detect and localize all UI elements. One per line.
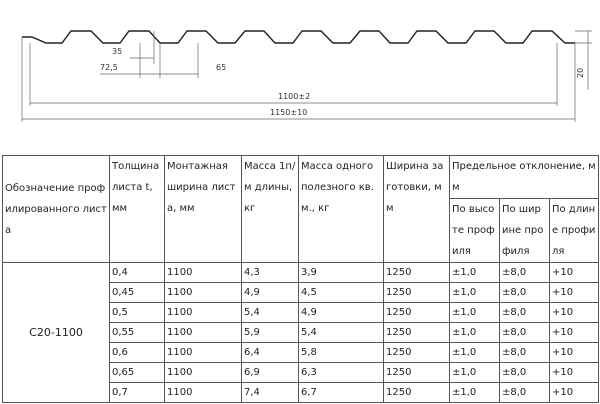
table-row bbox=[3, 263, 599, 283]
cell-thickness: 0,7 bbox=[110, 383, 165, 403]
cell-mass-linear: 5,9 bbox=[242, 323, 299, 343]
cell-mount-width: 1100 bbox=[165, 383, 242, 403]
cell-mass-area: 6,7 bbox=[299, 383, 384, 403]
cell-mass-area: 4,5 bbox=[299, 283, 384, 303]
profile-outline bbox=[22, 31, 575, 43]
cell-tol-width: ±8,0 bbox=[500, 383, 550, 403]
cell-mass-area: 5,4 bbox=[299, 323, 384, 343]
cell-thickness: 0,5 bbox=[110, 303, 165, 323]
dim-20-label: 20 bbox=[576, 67, 585, 78]
cell-tol-height: ±1,0 bbox=[450, 303, 500, 323]
cell-blank-width: 1250 bbox=[384, 343, 450, 363]
cell-mass-linear: 6,4 bbox=[242, 343, 299, 363]
cell-thickness: 0,6 bbox=[110, 343, 165, 363]
cell-blank-width: 1250 bbox=[384, 323, 450, 343]
dim-65-label: 65 bbox=[216, 63, 227, 72]
header-mount-width: Монтажная ширина листа, мм bbox=[165, 156, 242, 263]
dim-35-label: 35 bbox=[112, 47, 123, 56]
dim-72-5-label: 72,5 bbox=[100, 63, 118, 72]
cell-mass-linear: 5,4 bbox=[242, 303, 299, 323]
header-tol-height: По высоте профиля bbox=[450, 199, 500, 263]
cell-mass-area: 3,9 bbox=[299, 263, 384, 283]
profile-drawing bbox=[0, 0, 600, 150]
cell-blank-width: 1250 bbox=[384, 283, 450, 303]
cell-blank-width: 1250 bbox=[384, 263, 450, 283]
cell-mass-area: 5,8 bbox=[299, 343, 384, 363]
cell-tol-length: +10 bbox=[550, 383, 599, 403]
header-tol-width: По ширине профиля bbox=[500, 199, 550, 263]
header-mass-area: Масса одного полезного кв.м., кг bbox=[299, 156, 384, 263]
dimension-lines bbox=[22, 31, 588, 119]
cell-mass-linear: 4,9 bbox=[242, 283, 299, 303]
cell-mass-linear: 7,4 bbox=[242, 383, 299, 403]
cell-tol-height: ±1,0 bbox=[450, 383, 500, 403]
cell-tol-length: +10 bbox=[550, 263, 599, 283]
cell-mount-width: 1100 bbox=[165, 343, 242, 363]
cell-tol-height: ±1,0 bbox=[450, 343, 500, 363]
cell-blank-width: 1250 bbox=[384, 383, 450, 403]
header-blank-width: Ширина заготовки, мм bbox=[384, 156, 450, 263]
cell-tol-length: +10 bbox=[550, 343, 599, 363]
spec-table bbox=[2, 155, 599, 403]
header-thickness: Толщина листа t, мм bbox=[110, 156, 165, 263]
cell-blank-width: 1250 bbox=[384, 363, 450, 383]
cell-tol-length: +10 bbox=[550, 303, 599, 323]
header-mass-linear: Масса 1п/м длины, кг bbox=[242, 156, 299, 263]
cell-mount-width: 1100 bbox=[165, 323, 242, 343]
cell-mass-linear: 4,3 bbox=[242, 263, 299, 283]
cell-tol-width: ±8,0 bbox=[500, 303, 550, 323]
cell-tol-width: ±8,0 bbox=[500, 263, 550, 283]
cell-blank-width: 1250 bbox=[384, 303, 450, 323]
cell-tol-width: ±8,0 bbox=[500, 283, 550, 303]
cell-tol-length: +10 bbox=[550, 283, 599, 303]
cell-mount-width: 1100 bbox=[165, 303, 242, 323]
cell-tol-length: +10 bbox=[550, 323, 599, 343]
header-designation: Обозначение профилированного листа bbox=[3, 156, 110, 263]
cell-mass-area: 6,3 bbox=[299, 363, 384, 383]
cell-tol-width: ±8,0 bbox=[500, 343, 550, 363]
cell-thickness: 0,45 bbox=[110, 283, 165, 303]
header-tolerance: Предельное отклонение, мм bbox=[450, 156, 599, 199]
dim-1150-label: 1150±10 bbox=[270, 108, 308, 117]
cell-tol-width: ±8,0 bbox=[500, 363, 550, 383]
cell-tol-height: ±1,0 bbox=[450, 283, 500, 303]
cell-thickness: 0,55 bbox=[110, 323, 165, 343]
cell-tol-height: ±1,0 bbox=[450, 263, 500, 283]
cell-thickness: 0,4 bbox=[110, 263, 165, 283]
cell-mount-width: 1100 bbox=[165, 363, 242, 383]
cell-tol-height: ±1,0 bbox=[450, 363, 500, 383]
cell-mount-width: 1100 bbox=[165, 283, 242, 303]
designation-cell: С20-1100 bbox=[3, 263, 110, 403]
cell-thickness: 0,65 bbox=[110, 363, 165, 383]
dim-1100-label: 1100±2 bbox=[278, 92, 311, 101]
cell-mass-linear: 6,9 bbox=[242, 363, 299, 383]
cell-mount-width: 1100 bbox=[165, 263, 242, 283]
cell-tol-height: ±1,0 bbox=[450, 323, 500, 343]
cell-tol-length: +10 bbox=[550, 363, 599, 383]
cell-tol-width: ±8,0 bbox=[500, 323, 550, 343]
cell-mass-area: 4,9 bbox=[299, 303, 384, 323]
header-tol-length: По длине профиля bbox=[550, 199, 599, 263]
